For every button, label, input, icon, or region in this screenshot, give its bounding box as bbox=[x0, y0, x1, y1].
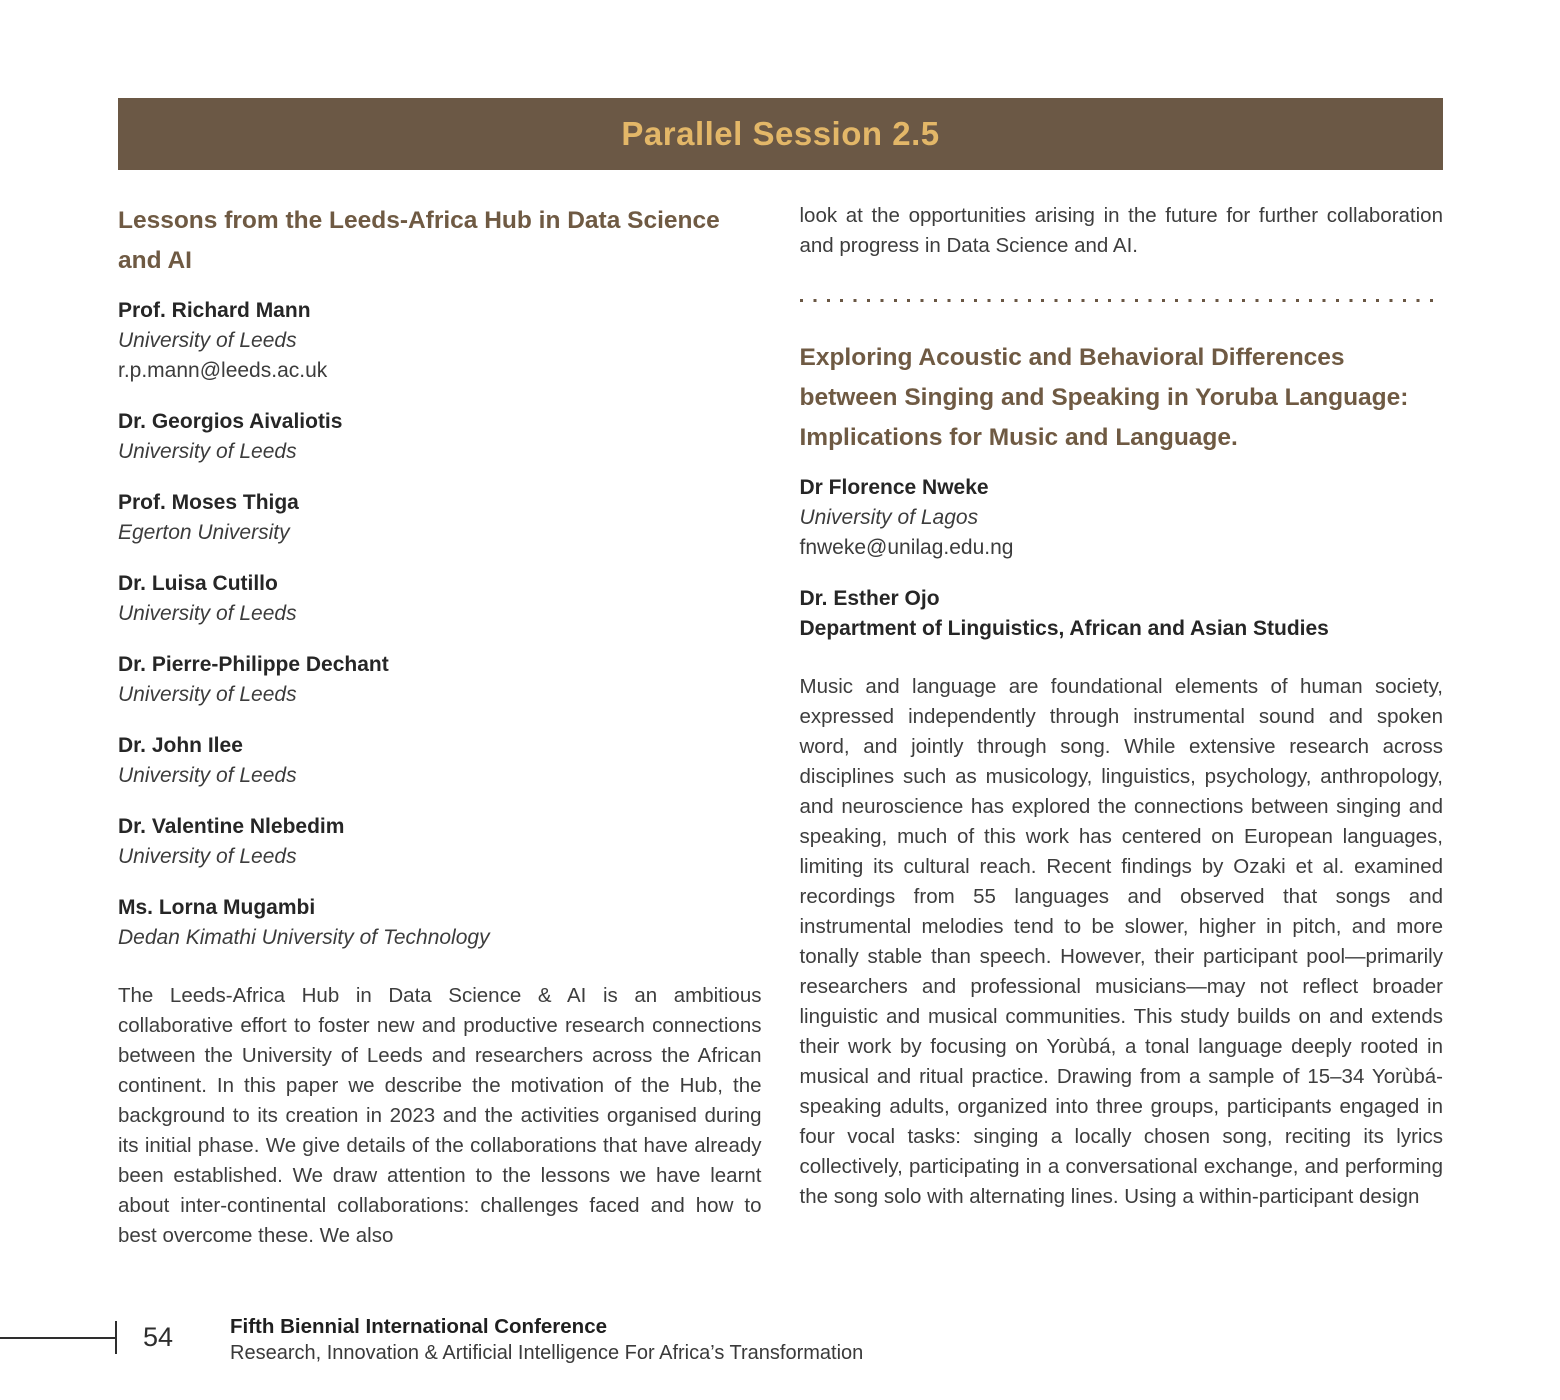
two-column-layout bbox=[118, 201, 1443, 1251]
dotted-divider bbox=[800, 299, 1444, 302]
footer-conference-name: Fifth Biennial International Conference bbox=[230, 1315, 608, 1338]
author-department: Department of Linguistics, African and Asian Studies bbox=[799, 617, 1329, 640]
page-footer bbox=[0, 1308, 1560, 1378]
author-name: Dr. Pierre-Philippe Dechant bbox=[118, 653, 389, 676]
abstract-text: Music and language are foundational elements of human society, expressed independently through instrumental sound and spoken word, and jointly through song. While extensive research across disciplines such as musicology, linguistics, psychology, anthropology, and neuroscience has explored the connections between singing and speaking, much of this work has centered on European languages, limiting its cultural reach. Recent findings by Ozaki et al. examined recordings from 55 languages and observed that songs and instrumental melodies tend to be slower, higher in pitch, and more tonally stable than speech. However, their participant pool—primarily researchers and professional musicians—may not reflect broader linguistic and musical communities. This study builds on and extends their work by focusing on Yorùbá, a tonal language deeply rooted in musical and ritual practice. Drawing from a sample of 15–34 Yorùbá-speaking adults, organized into three groups, participants engaged in four vocal tasks: singing a locally chosen song, reciting its lyrics collectively, participating in a conversational exchange, and performing the song solo with alternating lines. Using a within-participant design bbox=[799, 675, 1443, 1208]
author-affiliation: University of Leeds bbox=[118, 329, 297, 352]
session-banner bbox=[118, 98, 1443, 170]
author-block bbox=[118, 650, 762, 710]
author-affiliation: University of Leeds bbox=[118, 602, 297, 625]
author-block bbox=[118, 812, 762, 872]
author-affiliation: University of Leeds bbox=[118, 845, 297, 868]
footer-tagline: Research, Innovation & Artificial Intelligence For Africa’s Transformation bbox=[230, 1342, 864, 1364]
author-email: r.p.mann@leeds.ac.uk bbox=[118, 359, 328, 382]
author-name: Ms. Lorna Mugambi bbox=[118, 896, 316, 919]
talk-title: Lessons from the Leeds-Africa Hub in Data Science and AI bbox=[118, 207, 720, 274]
author-name: Dr. Luisa Cutillo bbox=[118, 572, 278, 595]
author-affiliation: University of Leeds bbox=[118, 440, 297, 463]
author-block bbox=[800, 473, 1444, 563]
author-name: Dr. Georgios Aivaliotis bbox=[118, 410, 343, 433]
author-email: fnweke@unilag.edu.ng bbox=[799, 536, 1014, 559]
author-block bbox=[118, 296, 762, 386]
abstract-continuation-text: look at the opportunities arising in the future for further collaboration and progress in Data Science and AI. bbox=[799, 204, 1443, 257]
author-name: Prof. Richard Mann bbox=[118, 299, 311, 322]
talk-title: Exploring Acoustic and Behavioral Differences between Singing and Speaking in Yoruba Language: Implications for Music and Language. bbox=[799, 344, 1409, 451]
author-block bbox=[118, 407, 762, 467]
author-affiliation: Egerton University bbox=[118, 521, 290, 544]
author-name: Dr Florence Nweke bbox=[799, 476, 989, 499]
footer-text-block bbox=[230, 1313, 863, 1367]
right-column bbox=[800, 201, 1444, 1251]
author-name: Dr. Esther Ojo bbox=[799, 587, 940, 610]
footer-page-number: 54 bbox=[143, 1322, 174, 1352]
author-block bbox=[118, 569, 762, 629]
author-block bbox=[118, 488, 762, 548]
author-affiliation: University of Leeds bbox=[118, 683, 297, 706]
author-affiliation: Dedan Kimathi University of Technology bbox=[118, 926, 490, 949]
abstract-text: The Leeds-Africa Hub in Data Science & AI is an ambitious collaborative effort to foster new and productive research connections between the University of Leeds and researchers across the African continent. In this paper we describe the motivation of the Hub, the background to its creation in 2023 and the activities organised during its initial phase. We give details of the collaborations that have already been established. We draw attention to the lessons we have learnt about inter-continental collaborations: challenges faced and how to best overcome these. We also bbox=[118, 984, 762, 1247]
footer-rule-horizontal bbox=[0, 1337, 116, 1339]
author-affiliation: University of Lagos bbox=[799, 506, 979, 529]
left-column bbox=[118, 201, 762, 1251]
author-name: Prof. Moses Thiga bbox=[118, 491, 299, 514]
author-block bbox=[118, 893, 762, 953]
author-affiliation: University of Leeds bbox=[118, 764, 297, 787]
author-block bbox=[118, 731, 762, 791]
author-name: Dr. John Ilee bbox=[118, 734, 243, 757]
author-name: Dr. Valentine Nlebedim bbox=[118, 815, 345, 838]
author-block bbox=[800, 584, 1444, 644]
session-banner-title: Parallel Session 2.5 bbox=[621, 115, 940, 152]
footer-rule-tick bbox=[115, 1321, 117, 1354]
